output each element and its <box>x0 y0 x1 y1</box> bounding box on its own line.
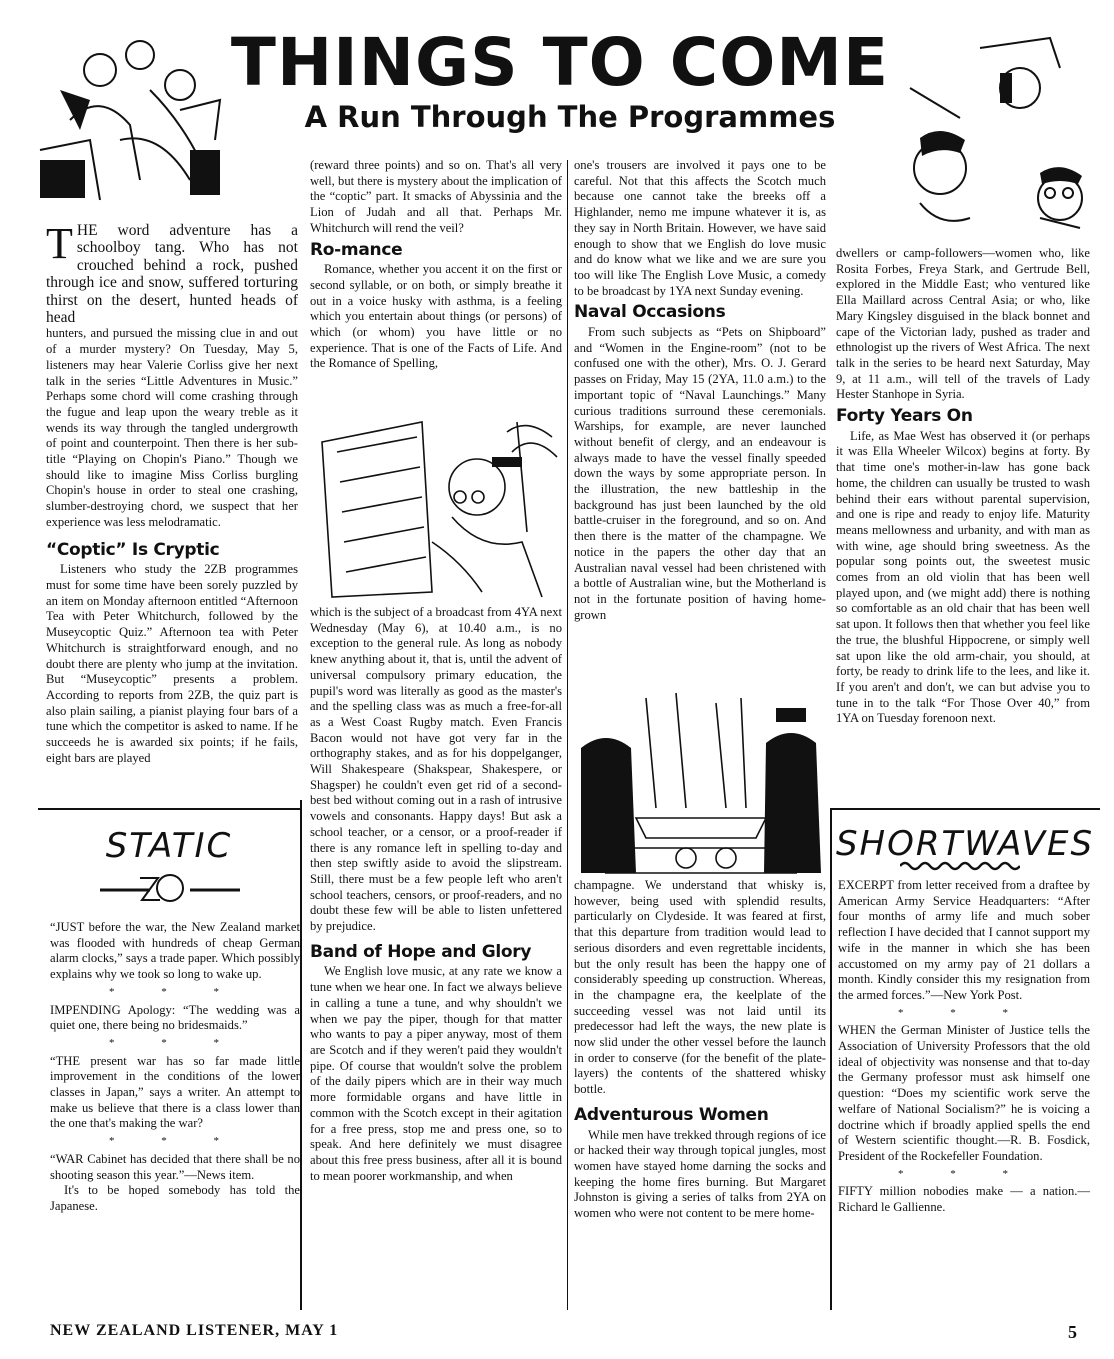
page-subtitle: A Run Through The Programmes <box>304 100 836 134</box>
column-3 <box>574 158 826 623</box>
static-item: It's to be hoped somebody has told the Japanese. <box>50 1183 300 1213</box>
separator-stars: * * * <box>109 1135 241 1148</box>
separator-stars: * * * <box>898 1006 1030 1019</box>
intro-paragraph-cont: hunters, and pursued the missing clue in and out of a murder mystery? On Tuesday, May 5, listeners may hear Valerie Corliss give her next talk in the series “Little Adventures in Music.” Perhaps some chord will come crashing through the fugue and leap upon the weary treble as it wends its way through the tangled undergrowth of point and counterpoint. Then there is her sub-title “Playing on Chopin's Piano.” Though we should like to imagine Miss Corliss burgling Chopin's house in order to steal one crashing, slumber-destroying chord, we suspect that her experience was less melodramatic. <box>46 326 298 529</box>
musicians-illustration <box>30 30 235 205</box>
intro-paragraph: HE word adventure has a schoolboy tang. Who has not crouched behind a rock, pushed through ice and snow, suffered torturing thirst on the desert, hunted heads of head <box>46 222 298 327</box>
shortwaves-item: FIFTY million nobodies make — a nation.—Richard le Gallienne. <box>838 1184 1090 1215</box>
static-item: “JUST before the war, the New Zealand market was flooded with hundreds of cheap German alarm clocks,” says a trade paper. Which possibly explains why we took so long to wake up. <box>50 920 300 982</box>
shortwaves-item: EXCERPT from letter received from a draftee by American Army Service Headquarters: “After four months of army life and much sober reflection I have decided that I cannot support my wife in the manner in which she has been accustomed on my army pay of 21 dollars a month. Kindly consider this my resignation from the armed forces.”—New York Post. <box>838 878 1090 1002</box>
coptic-cont: (reward three points) and so on. That's all very well, but there is mystery about the implication of the “coptic” part. It smacks of Abyssinia and the Lion of Judah and all that. Perhaps Mr. Whitchurch will rend the veil? <box>310 158 562 235</box>
drop-cap: T <box>46 219 73 268</box>
shortwaves-box-top-rule <box>830 808 1100 810</box>
column-1 <box>46 219 298 766</box>
separator-stars: * * * <box>109 1036 241 1049</box>
women-paragraph: While men have trekked through regions of ice or hacked their way through topical jungles, most women have stayed home darning the socks and keeping the home fires burning. But Margaret Johnston is giving a series of talks from 2YA on women who were not content to be mere home- <box>574 1127 826 1221</box>
naval-heading: Naval Occasions <box>574 302 726 323</box>
faces-illustration <box>900 28 1100 238</box>
page-number: 5 <box>1068 1322 1078 1342</box>
static-box-right-rule <box>300 800 302 1310</box>
women-cont: dwellers or camp-followers—women who, like Rosita Forbes, Freya Stark, and Gertrude Bell, explored in the Middle East; who ventured like Ella Maillard across Central Asia; or who, like Mary Kingsley disguised in the black bonnet and cape of the Victorian lady, pushed as trader and ethnologist up the rivers of West Africa. The next talk in the series to be heard next Saturday, May 9, at 11 a.m., will tell of the travels of Lady Hester Stanhope in Syria. <box>836 246 1090 402</box>
romance-paragraph: Romance, whether you accent it on the first or second syllable, or on both, or simply breathe it out in a voice husky with asthma, is a feeling which you entertain about things (or persons) of which (or whom) you have little or no experience. That is one of the Facts of Life. And the Romance of Spelling, <box>310 262 562 371</box>
spelling-paragraph: which is the subject of a broadcast from 4YA next Wednesday (May 6), at 10.40 a.m., is no exception to the general rule. As long as nobody knew anything about it, that is, until the advent of universal compulsory primary education, the pupil's word was literally as good as the master's and the spelling class was as much a free-for-all as a West Coast Rugby match. Even Francis Bacon would not have got very far in the orthography stakes, and as for his doppelganger, Will Shakespeare (Shakspear, Shakespere, or Shagsper) he couldn't even get rid of a second-best bed without coming out in a rash of intrusive vowels and consonants. Happy days! But ask a school teacher, or a censor, or a proof-reader if there is any romance left in spelling to-day and then step swiftly aside to avoid the slipstream. Still, there must be a few people left who aren't school teachers, censors, or proof-readers, and no doubt these few will be able to listen unfettered by prejudice. <box>310 605 562 934</box>
page-title: THINGS TO COME <box>230 24 890 101</box>
publication-footer: NEW ZEALAND LISTENER, MAY 1 <box>50 1322 339 1339</box>
static-item: “THE present war has so far made little improvement in the conditions of the lower classes in Japan,” says a writer. An attempt to make us believe that there is a class lower than the one that's making the war? <box>50 1053 300 1131</box>
shortwaves-title: SHORTWAVES <box>835 824 1095 864</box>
column-4 <box>836 246 1090 727</box>
column-rule <box>567 160 568 1310</box>
static-item: “WAR Cabinet has decided that there shall be no shooting season this year.”—News item. <box>50 1151 300 1182</box>
coptic-paragraph: Listeners who study the 2ZB programmes must for some time have been sorely puzzled by an item on Monday afternoon entitled “Afternoon Tea with Peter Whitchurch, followed by the Museycoptic Quiz.” Afternoon tea with Peter Whitchurch is straightforward enough, and no doubt there are plenty who jump at the invitation. But “Museycoptic” presents a problem. According to reports from 2ZB, the quiz part is also plain sailing, a pianist playing four bars of a tune which the competitor is asked to name. If he succeeds he is awarded six points; if he fails, eight bars are played <box>46 562 298 765</box>
column-3-lower <box>574 878 826 1222</box>
static-ornament <box>100 868 240 908</box>
wave-ornament <box>900 860 1020 872</box>
shortwaves-item: WHEN the German Minister of Justice tells the Association of University Professors that the old ideal of objectivity was nonsense and that to-day the Germany professor must ask himself one question: “Does my scientific work serve the welfare of National Socialism?” he is voicing a doctrine which if broadly applied spells the end of Western scientific thought.—R. B. Fosdick, President of the Rockefeller Foundation. <box>838 1023 1090 1163</box>
separator-stars: * * * <box>898 1167 1030 1180</box>
column-2 <box>310 158 562 372</box>
naval-paragraph: From such subjects as “Pets on Shipboard” and “Women in the Engine-room” (not to be confused one with the other), Mrs. O. J. Gerard passes on Friday, May 15 (2YA, 11.0 a.m.) to the important topic of “Naval Launchings.” Many curious traditions surround these ceremonials. Warships, for example, are never launched without benefit of clergy, and an endeavour is always made to have the vessel finally speeded down the ways by some appropriate person. In the illustration, the new battleship in the background has just been launched by the old battle-cruiser in the foreground, and so on. And then there is the matter of the champagne. We notice in the papers the other day that an Australian naval vessel had been christened with a bottle of Australian wine, but the Motherland is not in the fortunate position of having home-grown <box>574 325 826 622</box>
romance-heading: Ro-mance <box>310 239 403 260</box>
shortwaves-items <box>838 878 1090 1216</box>
band-paragraph: We English love music, at any rate we know a tune when we hear one. In fact we always believe in calling a tune a tune, and why shouldn't we when we pay the piper, though for that matter who wants to pay a piper anyway, most of them are Scotch and if they weren't paid they wouldn't pipe. Of course that wouldn't solve the problem of the daily pipers which are in their way much more formidable organs and have little in common with the Scotch except in their agitation for a free press, stop me and press one, so to speak. And here definitely we must disagree about this free press business, after all it is bound to mean poorer workmanship, and when <box>310 964 562 1183</box>
women-heading: Adventurous Women <box>574 1104 769 1125</box>
coptic-heading: “Coptic” Is Cryptic <box>46 539 220 560</box>
spelling-illustration <box>312 412 562 602</box>
static-items <box>50 920 300 1215</box>
champagne-paragraph: champagne. We understand that whisky is, however, being used with splendid results, particularly on Clydeside. It was feared at first, that this departure from tradition would lead to serious disorders and even regrettable incidents, but the only result has been the happy one of considerably speeding up construction. Whereas, in the champagne era, the keelplate of the succeeding vessel was not laid until its predecessor had left the ways, the new plate is now slid under the other vessel before the launch in order to conserve (for the benefit of the plate-layers) the contents of the shattered whisky bottle. <box>574 878 826 1097</box>
separator-stars: * * * <box>109 985 241 998</box>
ship-launch-illustration <box>576 688 826 876</box>
shortwaves-box-left-rule <box>830 808 832 1310</box>
static-box-top-rule <box>38 808 300 810</box>
music-cont: one's trousers are involved it pays one to be careful. Not that this affects the Scotch much because one cannot take the breeks off a Highlander, nemo me impune whatever it is, as they say in North Britain. However, we have said enough to show that we English do love music and do know what we like and we are sure you too will like The English Love Music, a comedy to be broadcast by 1YA next Sunday evening. <box>574 158 826 298</box>
forty-heading: Forty Years On <box>836 406 973 427</box>
band-heading: Band of Hope and Glory <box>310 941 532 962</box>
static-title: STATIC <box>105 826 233 866</box>
column-2-lower <box>310 605 562 1184</box>
forty-paragraph: Life, as Mae West has observed it (or perhaps it was Ella Wheeler Wilcox) begins at forty. By that time one's mother-in-law has gone back home, the children can usually be trusted to wash behind their ears without parental supervision, and one is ripe and ready to enjoy life. Maturity means mellowness and urbanity, and with man as with wine, age should bring sweetness. As the popular song points out, the sweetest music comes from an old violin that has been well played upon, and (we might add) there is nothing so comfortable as an old chair that has been well sat upon. It follows then that whether you feel like the true, the blushful Hippocrene, or simply well sat upon like the old arm-chair, you should, at forty, be ready to drink life to the lees, and like it. If you aren't and don't, we can but advise you to tune in to the talk “For Those Over 40,” from 1YA on Tuesday forenoon next. <box>836 428 1090 726</box>
static-item: IMPENDING Apology: “The wedding was a quiet one, there being no bridesmaids.” <box>50 1002 300 1033</box>
